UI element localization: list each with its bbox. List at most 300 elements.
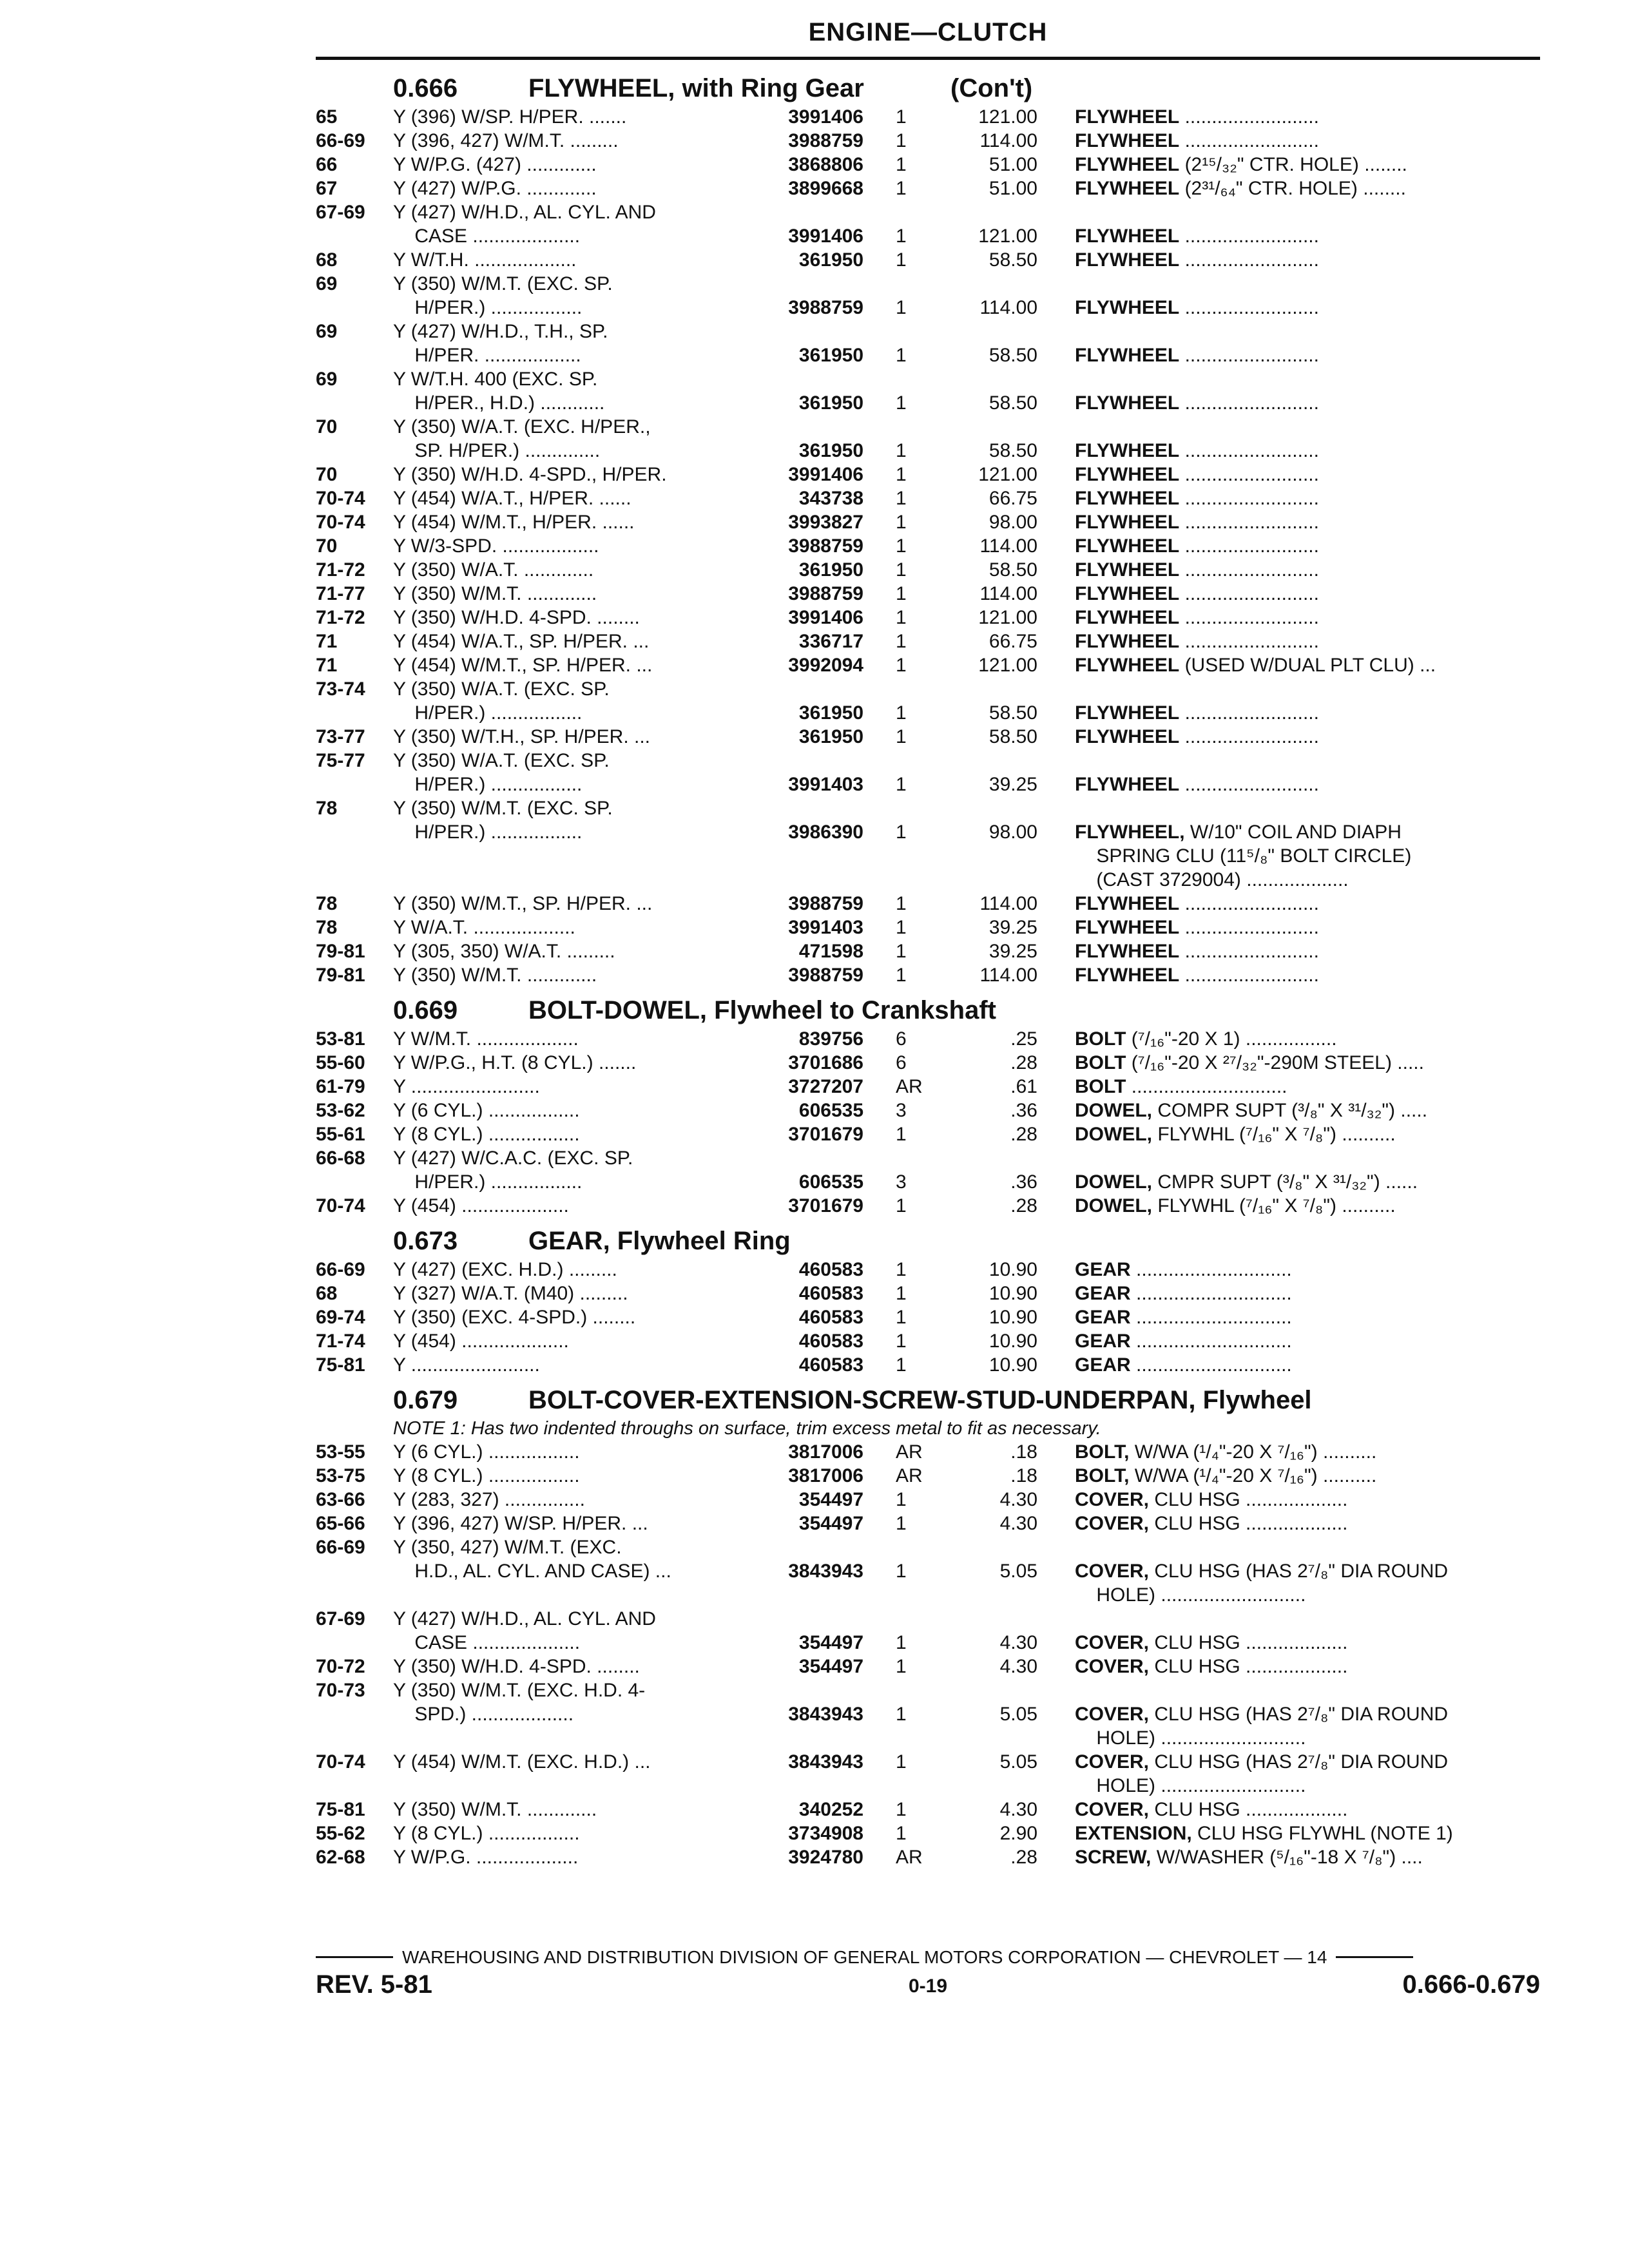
price: 5.05 [999, 1704, 1037, 1725]
table-row [316, 1631, 1540, 1655]
part-number: 3988759 [788, 535, 863, 557]
application-description: Y (454) W/A.T., SP. H/PER. ... [393, 631, 650, 652]
table-row [316, 1099, 1540, 1122]
part-name [1075, 629, 1540, 653]
application-description: Y (327) W/A.T. (M40) ......... [393, 1283, 628, 1304]
application-description: Y (396, 427) W/M.T. ......... [393, 130, 619, 151]
price: 2.90 [999, 1823, 1037, 1844]
application-description: Y (427) (EXC. H.D.) ......... [393, 1259, 617, 1280]
application-description: Y (350) W/H.D. 4-SPD., H/PER. [393, 464, 667, 485]
part-number: 3899668 [788, 178, 863, 199]
price: .25 [1010, 1028, 1037, 1050]
part-name-detail: ......................... [1179, 726, 1319, 747]
model-years: 75-81 [316, 1799, 365, 1820]
quantity: 1 [896, 440, 907, 461]
table-row [316, 296, 1540, 320]
model-years: 70-74 [316, 1751, 365, 1773]
table-row [316, 844, 1540, 868]
application-description: Y (427) W/H.D., T.H., SP. [393, 321, 608, 342]
part-name-detail: ............................. [1130, 1331, 1292, 1352]
model-years: 66 [316, 154, 338, 175]
price: 4.30 [999, 1632, 1037, 1653]
table-row [316, 963, 1540, 987]
part-name [1075, 558, 1540, 582]
part-name-bold: FLYWHEEL [1075, 774, 1180, 795]
table-row [316, 606, 1540, 629]
application-description: Y (454) .................... [393, 1331, 569, 1352]
header-rule [316, 57, 1540, 60]
part-name-bold: BOLT [1075, 1076, 1126, 1097]
section-number: 0.673 [393, 1227, 458, 1255]
application-description: Y (427) W/C.A.C. (EXC. SP. [393, 1148, 633, 1169]
application-description: SP. H/PER.) .............. [393, 440, 601, 461]
part-number: 354497 [798, 1513, 863, 1534]
model-years: 55-60 [316, 1052, 365, 1073]
application-description: Y (350) W/M.T. ............. [393, 583, 597, 604]
price: 4.30 [999, 1656, 1037, 1677]
part-number: 3986390 [788, 822, 863, 843]
table-row [316, 224, 1540, 248]
model-years: 70-74 [316, 1195, 365, 1216]
part-name [1075, 653, 1540, 677]
section-name: FLYWHEEL, with Ring Gear [528, 74, 864, 102]
part-number: 3817006 [788, 1441, 863, 1463]
part-name-detail: ............................. [1130, 1259, 1292, 1280]
application-description: Y (350) W/A.T. ............. [393, 559, 594, 581]
part-name [1075, 296, 1540, 320]
price: 58.50 [988, 440, 1037, 461]
part-name-detail: CLU HSG (HAS 2⁷/₈" DIA ROUND [1149, 1751, 1449, 1773]
price: 58.50 [988, 726, 1037, 747]
table-row [316, 1353, 1540, 1377]
part-name [1075, 725, 1540, 749]
part-number: 336717 [798, 631, 863, 652]
application-description: Y ........................ [393, 1076, 540, 1097]
section-title [316, 1379, 1540, 1417]
section-continued: (Con't) [950, 74, 1033, 102]
model-years: 78 [316, 893, 338, 914]
table-row [316, 391, 1540, 415]
section-title [316, 68, 1540, 105]
part-name-detail: ......................... [1179, 893, 1319, 914]
price: 4.30 [999, 1489, 1037, 1510]
part-name-bold: FLYWHEEL [1075, 297, 1180, 318]
table-row [316, 1122, 1540, 1146]
part-name-bold: DOWEL, [1075, 1195, 1152, 1216]
quantity: 6 [896, 1052, 907, 1073]
part-name-detail: ......................... [1179, 583, 1319, 604]
part-number: 361950 [798, 440, 863, 461]
application-description: Y W/P.G. (427) ............. [393, 154, 597, 175]
part-name-detail: FLYWHL (⁷/₁₆" X ⁷/₈") .......... [1152, 1195, 1396, 1216]
table-row [316, 1678, 1540, 1702]
price: 10.90 [988, 1354, 1037, 1376]
part-name [1075, 963, 1540, 987]
quantity: 1 [896, 583, 907, 604]
application-description: Y W/P.G., H.T. (8 CYL.) ....... [393, 1052, 637, 1073]
footer-division-line [316, 1946, 1540, 1968]
part-number: 3991406 [788, 607, 863, 628]
part-name-bold: GEAR [1075, 1283, 1131, 1304]
model-years: 69 [316, 273, 338, 294]
part-number: 471598 [798, 941, 863, 962]
model-years: 71-74 [316, 1331, 365, 1352]
application-description: Y (427) W/P.G. ............. [393, 178, 597, 199]
part-name-detail: ......................... [1179, 226, 1319, 247]
application-description: Y W/3-SPD. .................. [393, 535, 599, 557]
price: 39.25 [988, 774, 1037, 795]
note-text: NOTE 1: Has two indented throughs on surface, trim excess metal to fit as necessary. [393, 1418, 1101, 1439]
quantity: 1 [896, 822, 907, 843]
part-number: 3991406 [788, 226, 863, 247]
quantity: 1 [896, 392, 907, 414]
part-name-bold: FLYWHEEL [1075, 893, 1180, 914]
quantity: 3 [896, 1100, 907, 1121]
part-name [1075, 1051, 1540, 1075]
part-name [1075, 1282, 1540, 1305]
application-description: H/PER.) ................. [393, 702, 583, 724]
part-name-bold: FLYWHEEL [1075, 607, 1180, 628]
quantity: 1 [896, 1259, 907, 1280]
model-years: 73-74 [316, 678, 365, 700]
price: 66.75 [988, 488, 1037, 509]
part-number: 361950 [798, 702, 863, 724]
part-name-bold: FLYWHEEL [1075, 965, 1180, 986]
part-number: 460583 [798, 1331, 863, 1352]
model-years: 75-81 [316, 1354, 365, 1376]
part-number: 3988759 [788, 965, 863, 986]
part-number: 3701679 [788, 1195, 863, 1216]
quantity: 1 [896, 130, 907, 151]
price: 58.50 [988, 702, 1037, 724]
application-description: Y (350) W/A.T. (EXC. SP. [393, 678, 610, 700]
table-row [316, 1027, 1540, 1051]
model-years: 62-68 [316, 1847, 365, 1868]
model-years: 55-62 [316, 1823, 365, 1844]
section-number: 0.669 [393, 996, 458, 1024]
model-years: 65 [316, 106, 338, 128]
footer-revision: REV. 5-81 [316, 1970, 432, 1999]
part-name [1075, 153, 1540, 177]
footer-page-number: 0-19 [909, 1975, 948, 1997]
part-number: 354497 [798, 1489, 863, 1510]
part-name [1075, 1821, 1540, 1845]
application-description: Y (8 CYL.) ................. [393, 1823, 580, 1844]
part-name-bold: SCREW, [1075, 1847, 1152, 1868]
part-name-bold: FLYWHEEL [1075, 106, 1180, 128]
part-name-bold: BOLT, [1075, 1441, 1130, 1463]
table-row [316, 773, 1540, 796]
part-name [1075, 248, 1540, 272]
part-name-detail: CLU HSG ................... [1149, 1513, 1348, 1534]
quantity: 1 [896, 1823, 907, 1844]
part-name-detail: CLU HSG FLYWHL (NOTE 1) [1191, 1823, 1453, 1844]
table-row [316, 1845, 1540, 1869]
section-title [316, 990, 1540, 1027]
quantity: 1 [896, 106, 907, 128]
model-years: 66-68 [316, 1148, 365, 1169]
part-name-detail: ............................. [1126, 1076, 1287, 1097]
application-description: SPD.) ................... [393, 1704, 574, 1725]
quantity: 1 [896, 726, 907, 747]
table-row [316, 367, 1540, 391]
application-description: Y (454) .................... [393, 1195, 569, 1216]
part-number: 3843943 [788, 1561, 863, 1582]
quantity: 1 [896, 893, 907, 914]
part-name-bold: COVER, [1075, 1489, 1150, 1510]
model-years: 71-77 [316, 583, 365, 604]
part-name [1075, 582, 1540, 606]
application-description: Y (283, 327) ............... [393, 1489, 585, 1510]
table-row [316, 177, 1540, 200]
part-name-detail: ......................... [1179, 631, 1319, 652]
table-row [316, 486, 1540, 510]
part-name-detail: W/WASHER (⁵/₁₆"-18 X ⁷/₈") .... [1151, 1847, 1423, 1868]
application-description: Y (350, 427) W/M.T. (EXC. [393, 1537, 622, 1558]
part-number: 460583 [798, 1259, 863, 1280]
quantity: 1 [896, 178, 907, 199]
part-name-detail: ......................... [1179, 106, 1319, 128]
table-row [316, 1607, 1540, 1631]
part-name-bold: COVER, [1075, 1656, 1150, 1677]
section-name: BOLT-COVER-EXTENSION-SCREW-STUD-UNDERPAN, Flywheel [528, 1386, 1312, 1414]
part-name-detail: FLYWHL (⁷/₁₆" X ⁷/₈") .......... [1152, 1124, 1396, 1145]
table-row [316, 1170, 1540, 1194]
part-name-detail: W/WA (¹/₄"-20 X ⁷/₁₆") .......... [1129, 1441, 1377, 1463]
part-name-bold: COVER, [1075, 1799, 1150, 1820]
quantity: 1 [896, 535, 907, 557]
price: 121.00 [978, 106, 1037, 128]
part-name-detail: ......................... [1179, 702, 1319, 724]
price: .61 [1010, 1076, 1037, 1097]
application-description: H/PER.) ................. [393, 1171, 583, 1193]
price: .28 [1010, 1847, 1037, 1868]
part-name [1075, 1305, 1540, 1329]
quantity: 1 [896, 965, 907, 986]
part-number: 3701686 [788, 1052, 863, 1073]
part-name-bold: FLYWHEEL [1075, 583, 1180, 604]
application-description: Y (6 CYL.) ................. [393, 1441, 580, 1463]
part-name [1075, 606, 1540, 629]
part-name-detail: CLU HSG ................... [1149, 1799, 1348, 1820]
quantity: 1 [896, 226, 907, 247]
price: 4.30 [999, 1799, 1037, 1820]
part-name [1075, 1774, 1540, 1798]
model-years: 70-73 [316, 1680, 365, 1701]
application-description: Y (350) W/A.T. (EXC. H/PER., [393, 416, 651, 437]
part-name-bold: GEAR [1075, 1259, 1131, 1280]
part-name-detail: CLU HSG (HAS 2⁷/₈" DIA ROUND [1149, 1704, 1449, 1725]
application-description: Y W/P.G. ................... [393, 1847, 579, 1868]
part-number: 839756 [798, 1028, 863, 1050]
part-name-detail: ......................... [1179, 130, 1319, 151]
part-name [1075, 1464, 1540, 1488]
price: 10.90 [988, 1331, 1037, 1352]
part-name-bold: GEAR [1075, 1331, 1131, 1352]
quantity: AR [896, 1465, 923, 1486]
part-name-bold: FLYWHEEL [1075, 392, 1180, 414]
price: .18 [1010, 1465, 1037, 1486]
part-name [1075, 439, 1540, 463]
application-description: CASE .................... [393, 226, 581, 247]
application-description: Y (396) W/SP. H/PER. ....... [393, 106, 627, 128]
part-name [1075, 391, 1540, 415]
table-row [316, 1051, 1540, 1075]
application-description: Y ........................ [393, 1354, 540, 1376]
part-name-bold: BOLT [1075, 1052, 1126, 1073]
part-name-bold: FLYWHEEL [1075, 559, 1180, 581]
application-description: Y (350) (EXC. 4-SPD.) ........ [393, 1307, 636, 1328]
part-name-bold: FLYWHEEL [1075, 154, 1180, 175]
part-name [1075, 534, 1540, 558]
quantity: 1 [896, 1632, 907, 1653]
model-years: 65-66 [316, 1513, 365, 1534]
part-name-detail: CLU HSG ................... [1149, 1632, 1348, 1653]
part-name-detail: ............................. [1130, 1354, 1292, 1376]
application-description: Y (454) W/A.T., H/PER. ...... [393, 488, 631, 509]
part-name-detail: ......................... [1179, 941, 1319, 962]
model-years: 53-62 [316, 1100, 365, 1121]
quantity: 1 [896, 488, 907, 509]
quantity: 1 [896, 154, 907, 175]
price: 98.00 [988, 512, 1037, 533]
section-title [316, 1220, 1540, 1258]
application-description: Y (350) W/M.T., SP. H/PER. ... [393, 893, 653, 914]
quantity: 1 [896, 559, 907, 581]
quantity: AR [896, 1441, 923, 1463]
price: 39.25 [988, 917, 1037, 938]
part-name-detail: (USED W/DUAL PLT CLU) ... [1179, 655, 1436, 676]
quantity: 1 [896, 655, 907, 676]
part-name [1075, 1726, 1540, 1750]
part-name-bold: COVER, [1075, 1632, 1150, 1653]
model-years: 69-74 [316, 1307, 365, 1328]
part-name-bold: FLYWHEEL [1075, 655, 1180, 676]
part-name [1075, 1353, 1540, 1377]
part-number: 3734908 [788, 1823, 863, 1844]
part-number: 3924780 [788, 1847, 863, 1868]
model-years: 75-77 [316, 750, 365, 771]
table-row [316, 1535, 1540, 1559]
model-years: 66-69 [316, 1259, 365, 1280]
part-name-bold: FLYWHEEL [1075, 464, 1180, 485]
part-name-bold: DOWEL, [1075, 1124, 1152, 1145]
part-name [1075, 916, 1540, 939]
price: 114.00 [979, 965, 1037, 986]
table-row [316, 1329, 1540, 1353]
table-row [316, 796, 1540, 820]
table-row [316, 248, 1540, 272]
part-name [1075, 868, 1540, 892]
part-name-bold: DOWEL, [1075, 1171, 1152, 1193]
quantity: 1 [896, 1331, 907, 1352]
part-name-detail: CMPR SUPT (³/₈" X ³¹/₃₂") ...... [1152, 1171, 1418, 1193]
table-row [316, 1750, 1540, 1774]
part-name [1075, 510, 1540, 534]
price: 114.00 [979, 535, 1037, 557]
part-name-bold: FLYWHEEL [1075, 440, 1180, 461]
part-name-bold: FLYWHEEL [1075, 488, 1180, 509]
price: 121.00 [978, 655, 1037, 676]
part-number: 3992094 [788, 655, 863, 676]
price: 51.00 [988, 178, 1037, 199]
application-description: Y W/M.T. ................... [393, 1028, 579, 1050]
application-description: Y (350) W/M.T. (EXC. SP. [393, 273, 613, 294]
part-name-bold: GEAR [1075, 1354, 1131, 1376]
application-description: Y (454) W/M.T. (EXC. H.D.) ... [393, 1751, 651, 1773]
section-number: 0.679 [393, 1386, 458, 1414]
part-name [1075, 1798, 1540, 1821]
model-years: 66-69 [316, 130, 365, 151]
part-name-bold: FLYWHEEL [1075, 726, 1180, 747]
part-number: 3988759 [788, 893, 863, 914]
part-name-detail: W/10" COIL AND DIAPH [1184, 822, 1402, 843]
model-years: 67-69 [316, 202, 365, 223]
price: 10.90 [988, 1307, 1037, 1328]
price: 114.00 [979, 130, 1037, 151]
model-years: 55-61 [316, 1124, 365, 1145]
price: 114.00 [979, 297, 1037, 318]
application-description: Y (350) W/M.T. ............. [393, 1799, 597, 1820]
quantity: 1 [896, 1195, 907, 1216]
table-row [316, 200, 1540, 224]
quantity: 1 [896, 917, 907, 938]
part-number: 3988759 [788, 130, 863, 151]
part-name-detail: ......................... [1179, 249, 1319, 271]
part-number: 3727207 [788, 1076, 863, 1097]
application-description: H/PER., H.D.) ............ [393, 392, 605, 414]
quantity: AR [896, 1076, 923, 1097]
part-name [1075, 486, 1540, 510]
part-name-bold: FLYWHEEL [1075, 226, 1180, 247]
part-number: 3991406 [788, 464, 863, 485]
quantity: 1 [896, 1489, 907, 1510]
price: .28 [1010, 1052, 1037, 1073]
quantity: 1 [896, 1354, 907, 1376]
price: 121.00 [978, 226, 1037, 247]
model-years: 70 [316, 416, 338, 437]
table-row [316, 343, 1540, 367]
application-description: H/PER.) ................. [393, 774, 583, 795]
part-name-bold: DOWEL, [1075, 1100, 1152, 1121]
footer-section-range: 0.666-0.679 [1402, 1970, 1540, 1999]
quantity: 1 [896, 774, 907, 795]
quantity: 1 [896, 512, 907, 533]
part-name-bold: FLYWHEEL [1075, 941, 1180, 962]
part-number: 3701679 [788, 1124, 863, 1145]
part-name-bold: FLYWHEEL [1075, 512, 1180, 533]
price: .18 [1010, 1441, 1037, 1463]
part-name-detail: CLU HSG ................... [1149, 1489, 1348, 1510]
price: 121.00 [978, 607, 1037, 628]
table-row [316, 1512, 1540, 1535]
part-name-bold: FLYWHEEL [1075, 130, 1180, 151]
table-row [316, 463, 1540, 486]
part-name [1075, 343, 1540, 367]
table-row [316, 582, 1540, 606]
part-number: 361950 [798, 559, 863, 581]
part-name [1075, 701, 1540, 725]
section-spacer [316, 1869, 1540, 1872]
part-name-detail: ......................... [1179, 488, 1319, 509]
part-name-detail: ......................... [1179, 440, 1319, 461]
price: 39.25 [988, 941, 1037, 962]
application-description: H/PER. .................. [393, 345, 581, 366]
quantity: 3 [896, 1171, 907, 1193]
part-number: 460583 [798, 1307, 863, 1328]
table-row [316, 558, 1540, 582]
part-name [1075, 1750, 1540, 1774]
